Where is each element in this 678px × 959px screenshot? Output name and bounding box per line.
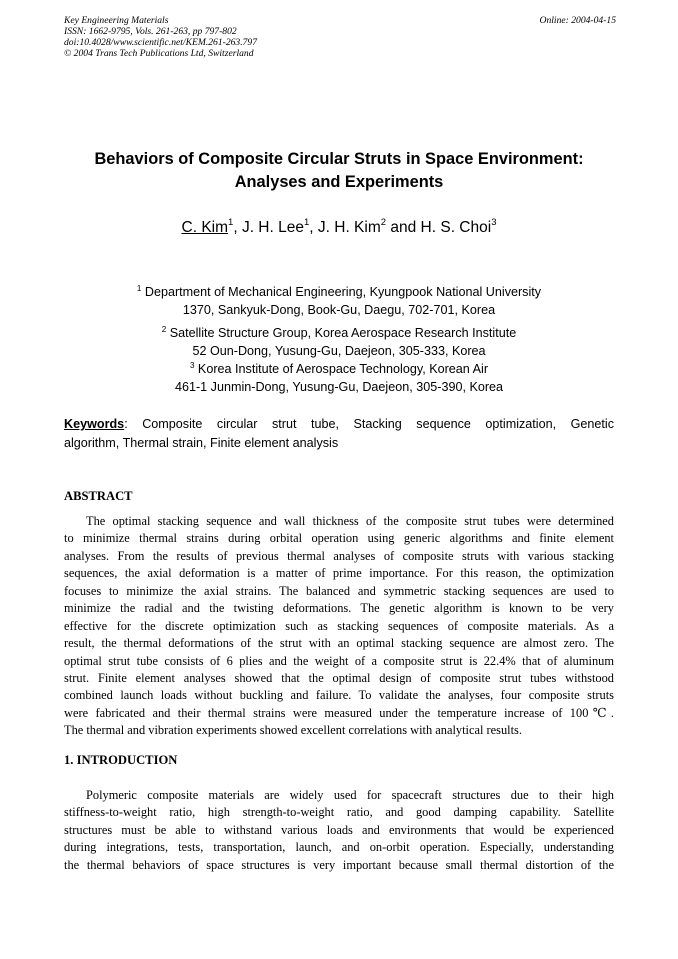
author-sup: 1 (228, 217, 234, 228)
affiliation-address: 461-1 Junmin-Dong, Yusung-Gu, Daejeon, 305-390, Korea (174, 380, 504, 394)
affiliation-text: Satellite Structure Group, Korea Aerospace Research Institute (166, 326, 517, 340)
affiliation-line (40, 283, 638, 301)
affiliation-line (40, 324, 638, 342)
text-line: analyses. From the results of previous thermal analyses of composite struts with various stacking (64, 548, 614, 563)
journal-name: Key Engineering Materials (64, 15, 169, 26)
affiliation (40, 324, 638, 360)
text-line: combined launch loads without buckling and failure. To validate the analyses, four composite struts (64, 688, 614, 703)
author-sup: 1 (303, 217, 310, 228)
paper-title (40, 148, 638, 194)
author-name: J. H. Lee (241, 219, 304, 236)
affiliation-line (40, 360, 638, 378)
journal-header (64, 15, 616, 59)
text-line: were fabricated and their thermal strains were measured under the temperature increase of 100℃. (64, 705, 614, 720)
affiliation-address: 52 Oun-Dong, Yusung-Gu, Daejeon, 305-333, Korea (192, 344, 486, 358)
abstract-heading: ABSTRACT (64, 489, 133, 503)
keywords-text: : Composite circular strut tube, Stacking sequence optimization, Genetic (124, 417, 614, 431)
author-separator: , (309, 219, 318, 236)
text-line: structures must be able to withstand various loads and environments that would be experienced (64, 822, 614, 837)
text-line: The thermal and vibration experiments showed excellent correlations with analytical results. (64, 723, 522, 738)
keywords-line (64, 415, 614, 434)
text-line: result, the thermal deformations of the strut with an optimal stacking sequence are almost zero. The (64, 636, 614, 651)
title-line: Analyses and Experiments (234, 173, 444, 191)
author (421, 219, 497, 236)
text-line: during integrations, tests, transportation, launch, and on-orbit operation. Especially, understanding (64, 840, 614, 855)
author-sup: 2 (380, 217, 387, 228)
keywords-line: algorithm, Thermal strain, Finite element analysis (64, 436, 339, 450)
affiliation (40, 360, 638, 396)
author-separator: , (233, 219, 242, 236)
text-line: optimal strut tube consists of 6 plies and the weight of a composite strut is 22.4% that of aluminum (64, 653, 614, 668)
author-list (40, 218, 638, 238)
author-separator: and (386, 219, 421, 236)
author-name: C. Kim (181, 219, 229, 236)
abstract-body (64, 513, 614, 740)
keywords-label: Keywords (64, 417, 125, 431)
copyright-line: © 2004 Trans Tech Publications Ltd, Switzerland (64, 48, 254, 59)
keywords (64, 415, 614, 453)
author-name: H. S. Choi (420, 219, 492, 236)
text-line: strut. Finite element analyses showed that the optimal design of composite strut tubes withstood (64, 670, 614, 685)
author (242, 219, 309, 236)
text-line: effective for the discrete optimization such as stacking sequences of composite materials. As a (64, 618, 614, 633)
affiliation-address: 1370, Sankyuk-Dong, Book-Gu, Daegu, 702-701, Korea (182, 303, 496, 317)
author-sup: 3 (491, 217, 497, 228)
affiliation-sup: 1 (136, 284, 142, 293)
text-line: sequences, the axial deformation is a matter of prime importance. For this reason, the optimization (64, 566, 614, 581)
affiliation (40, 283, 638, 319)
author (318, 219, 386, 236)
text-line: the thermal behaviors of space structures is very important because small thermal distortion of the (64, 857, 614, 872)
text-line: focuses to minimize the axial strains. The balanced and symmetric stacking sequences are used to (64, 583, 614, 598)
introduction-body (64, 787, 614, 874)
text-line: minimize the radial and the twisting deformations. The genetic algorithm is known to be very (64, 601, 614, 616)
affiliation-text: Department of Mechanical Engineering, Kyungpook National University (141, 285, 542, 299)
author-name: J. H. Kim (317, 219, 381, 236)
text-line: The optimal stacking sequence and wall thickness of the composite strut tubes were determined (86, 514, 614, 528)
title-line: Behaviors of Composite Circular Struts in Space Environment: (94, 150, 584, 168)
issn-line: ISSN: 1662-9795, Vols. 261-263, pp 797-802 (64, 26, 237, 37)
introduction-heading: 1. INTRODUCTION (64, 753, 178, 767)
online-date: Online: 2004-04-15 (539, 15, 616, 26)
affiliation-sup: 2 (161, 325, 167, 334)
text-line: to minimize thermal strains during orbital operation using generic algorithms and finite element (64, 531, 614, 546)
affiliation-text: Korea Institute of Aerospace Technology, Korean Air (194, 362, 489, 376)
author (182, 219, 234, 236)
text-line: Polymeric composite materials are widely used for spacecraft structures due to their high (86, 788, 614, 802)
text-line: stiffness-to-weight ratio, high strength-to-weight ratio, and good damping capability. Satellite (64, 805, 614, 820)
doi-line: doi:10.4028/www.scientific.net/KEM.261-263.797 (64, 37, 258, 48)
affiliation-sup: 3 (189, 361, 195, 370)
